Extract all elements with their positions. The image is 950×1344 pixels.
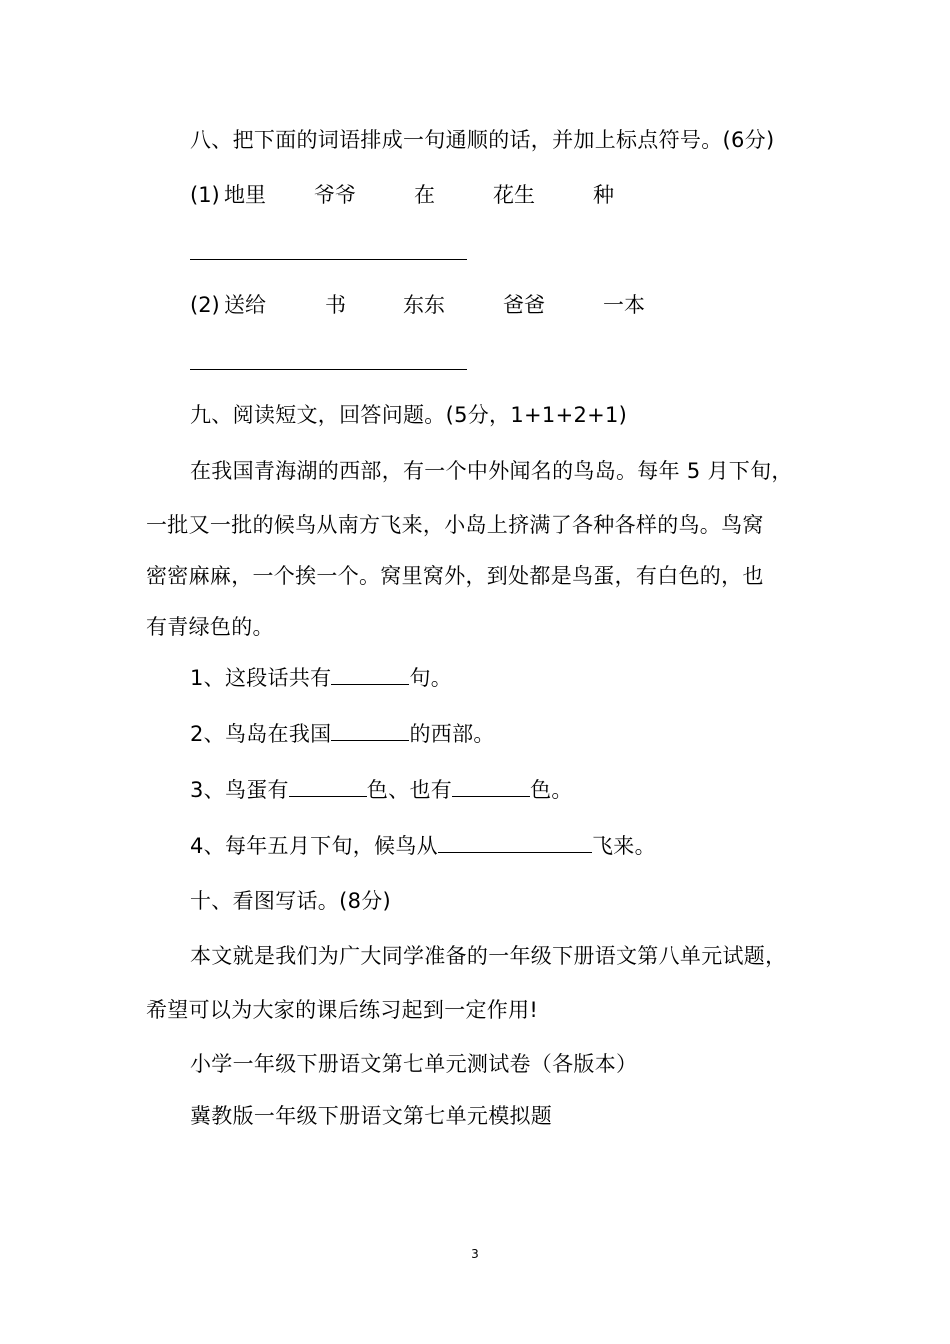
q8-item1-answer-line[interactable] [190,259,467,260]
q8-item2-word: 送给 [224,293,266,317]
q9-question-1-suffix: 句。 [409,666,453,690]
q9-question-2-suffix: 的西部。 [409,722,495,746]
q8-item2 [190,290,790,320]
related-link-2[interactable]: 冀教版一年级下册语文第七单元模拟题 [190,1104,553,1128]
q9-question-1-blank[interactable] [331,664,409,685]
q9-question-4-suffix: 飞来。 [591,834,656,858]
page-number: 3 [471,1247,479,1261]
q9-question-3-suffix: 色。 [530,778,573,802]
q8-item2-number: (2) [190,293,220,317]
q9-question-4-text: 4、每年五月下旬，候鸟从 [190,834,438,858]
q10-heading: 十、看图写话。(8分) [190,889,392,913]
q9-passage-line: 密密麻麻，一个挨一个。窝里窝外，到处都是鸟蛋，有白色的，也 [146,564,764,588]
q8-heading: 八、把下面的词语排成一句通顺的话，并加上标点符号。(6分) [190,128,775,152]
q8-item2-word: 书 [325,293,346,317]
q8-item1-word: 种 [593,183,614,207]
q8-item2-word: 一本 [603,293,645,317]
q9-question-1-text: 1、这段话共有 [190,666,332,690]
q9-passage-line: 一批又一批的候鸟从南方飞来，小岛上挤满了各种各样的鸟。鸟窝 [146,513,764,537]
q9-passage-line: 有青绿色的。 [146,615,274,639]
q9-question-3-text: 3、鸟蛋有 [190,778,289,802]
q9-question-3-blank-1[interactable] [289,776,367,797]
closing-line: 希望可以为大家的课后练习起到一定作用! [146,998,539,1022]
q9-question-3-blank-2[interactable] [452,776,530,797]
related-link-1[interactable]: 小学一年级下册语文第七单元测试卷（各版本） [190,1052,638,1076]
q9-question-3 [190,775,573,805]
q9-question-2-text: 2、鸟岛在我国 [190,722,332,746]
q9-question-4-blank[interactable] [438,832,592,853]
q8-item1-word: 爷爷 [314,183,356,207]
q9-question-1 [190,663,452,693]
q8-item1-word: 花生 [493,183,535,207]
q8-item2-answer-line[interactable] [190,369,467,370]
q8-item2-word: 东东 [403,293,445,317]
q9-question-3-middle: 色、也有 [366,778,453,802]
q8-item1-word: 在 [414,183,435,207]
q9-question-2 [190,719,495,749]
q9-question-4 [190,831,656,861]
q8-item2-word: 爸爸 [503,293,545,317]
closing-line: 本文就是我们为广大同学准备的一年级下册语文第八单元试题， [190,944,787,968]
q8-item1-number: (1) [190,183,220,207]
q8-item1-word: 地里 [224,183,266,207]
q9-heading: 九、阅读短文，回答问题。(5分，1+1+2+1) [190,403,628,427]
q9-passage-line: 在我国青海湖的西部，有一个中外闻名的鸟岛。每年 5 月下旬， [190,459,793,483]
q8-item1 [190,180,790,210]
q9-question-2-blank[interactable] [331,720,409,741]
